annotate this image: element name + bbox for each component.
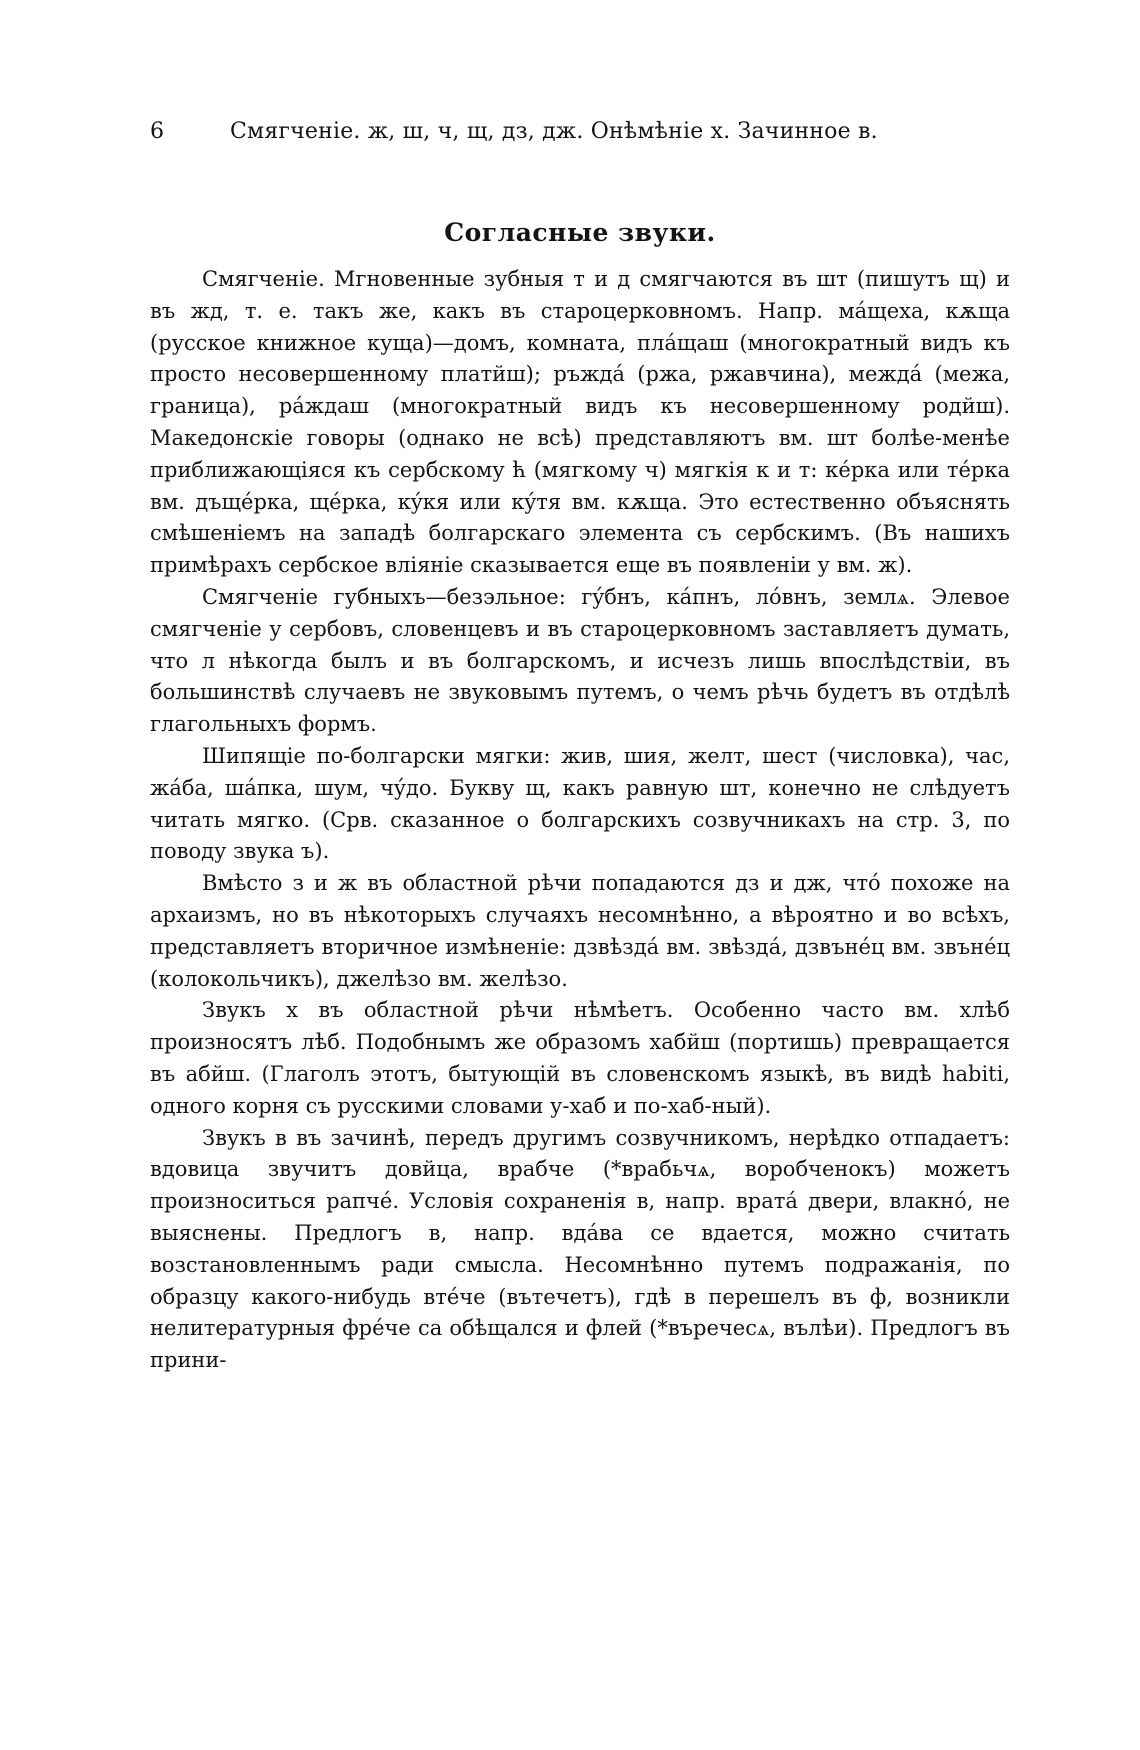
running-title: Смягченіе. ж, ш, ч, щ, дз, дж. Онѣмѣніе х. Зачинное в. bbox=[230, 119, 878, 144]
paragraph-sibilants: Шипящіе по-болгарски мягки: жив, шия, желт, шест (числовка), час, жáба, шáпка, шум, чýдо. Букву щ, какъ равную шт, конечно не слѣдуетъ читать мягко. (Срв. сказанное о болгарскихъ созвучникахъ на стр. 3, по поводу звука ъ). bbox=[150, 743, 1010, 864]
running-header bbox=[150, 112, 1010, 152]
paragraph-initial-v: Звукъ в въ зачинѣ, передъ другимъ созвучникомъ, нерѣдко отпадаетъ: вдовица звучитъ довйца, врабче (*врабьчѧ, воробченокъ) можетъ произноситься рапчé. Условія сохраненія в, напр. вратá двери, влакнó, не выяснены. Предлогъ в, напр. вдáва се вдается, можно считать возстановленнымъ ради смысла. Несомнѣнно путемъ подражанія, по образцу какого-нибудь втéче (вътечетъ), гдѣ в перешелъ въ ф, возникли нелитературныя фрéче са обѣщался и флей (*въречесѧ, вълѣи). Предлогъ въ прини- bbox=[150, 1125, 1010, 1373]
body-text bbox=[150, 264, 1010, 1377]
page-number: 6 bbox=[150, 119, 164, 144]
paragraph-softening-labials: Смягченіе губныхъ—безэльное: гýбнъ, кáпнъ, лóвнъ, землѧ. Элевое смягченіе у сербовъ, словенцевъ и въ староцерковномъ заставляетъ думать, что л нѣкогда былъ и въ болгарскомъ, и исчезъ лишь впослѣдствіи, въ большинствѣ случаевъ не звуковымъ путемъ, о чемъ рѣчь будетъ въ отдѣлѣ глагольныхъ формъ. bbox=[150, 584, 1010, 737]
paragraph-dz-dzh: Вмѣсто з и ж въ областной рѣчи попадаются дз и дж, чтó похоже на архаизмъ, но въ нѣкоторыхъ случаяхъ несомнѣнно, а вѣроятно и во всѣхъ, представляетъ вторичное измѣненіе: дзвѣздá вм. звѣздá, дзвънéц вм. звънéц (колокольчикъ), джелѣзо вм. желѣзо. bbox=[150, 871, 1010, 991]
section-title: Согласные звуки. bbox=[444, 218, 716, 247]
paragraph-sound-h: Звукъ х въ областной рѣчи нѣмѣетъ. Особенно часто вм. хлѣб произносятъ лѣб. Подобнымъ же образомъ хабйш (портишь) превращается въ абйш. (Глаголъ этотъ, бытующій въ словенскомъ языкѣ, въ видѣ habiti, одного корня съ русскими словами у-хаб и по-хаб-ный). bbox=[150, 998, 1010, 1118]
book-page bbox=[150, 112, 1010, 1732]
paragraph-softening-dentals: Смягченіе. Мгновенные зубныя т и д смягчаются въ шт (пишутъ щ) и въ жд, т. е. такъ же, какъ въ староцерковномъ. Напр. мáщеха, кѫща (русское книжное куща)—домъ, комната, плáщаш (многократный видъ къ просто несовершенному платйш); ръждá (ржа, ржавчина), междá (межа, граница), рáждаш (многократный видъ къ несовершенному родйш). Македонскіе говоры (однако не всѣ) представляютъ вм. шт болѣе-менѣе приближающіяся къ сербскому ћ (мягкому ч) мягкія к и т: кéрка или тéрка вм. дъщéрка, щéрка, кýкя или кýтя вм. кѫща. Это естественно объяснять смѣшеніемъ на западѣ болгарскаго элемента съ сербскимъ. (Въ нашихъ примѣрахъ сербское вліяніе сказывается еще въ появленіи у вм. ж). bbox=[150, 267, 1010, 578]
